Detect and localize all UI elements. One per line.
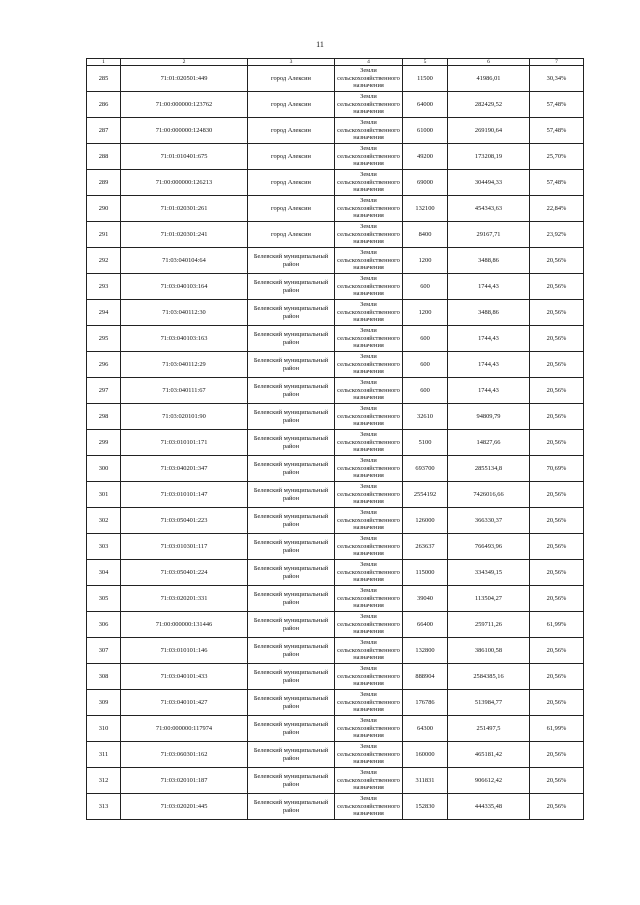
land-category: Земли сельскохозяйственного назначения [335,144,403,170]
cadastral-number: 71:03:060301:162 [121,742,248,768]
cadastral-value: 366330,37 [448,508,530,534]
percentage: 20,56% [530,274,584,300]
plot-area: 176786 [403,690,448,716]
cadastral-value: 766493,96 [448,534,530,560]
plot-area: 126000 [403,508,448,534]
table-row [87,482,584,508]
plot-area: 600 [403,274,448,300]
municipality: Белевский муниципальный район [248,768,335,794]
municipality: Белевский муниципальный район [248,560,335,586]
row-number: 296 [87,352,121,378]
plot-area: 69000 [403,170,448,196]
municipality: Белевский муниципальный район [248,716,335,742]
table-header-row [87,59,584,66]
page-number: 11 [316,40,324,49]
plot-area: 600 [403,326,448,352]
plot-area: 8400 [403,222,448,248]
table-row [87,716,584,742]
land-category: Земли сельскохозяйственного назначения [335,352,403,378]
table-row [87,274,584,300]
plot-area: 64000 [403,92,448,118]
municipality: город Алексин [248,92,335,118]
plot-area: 693700 [403,456,448,482]
plot-area: 66400 [403,612,448,638]
column-header: 4 [335,59,403,66]
row-number: 302 [87,508,121,534]
percentage: 20,56% [530,352,584,378]
cadastral-value: 465181,42 [448,742,530,768]
cadastral-number: 71:03:020101:187 [121,768,248,794]
land-category: Земли сельскохозяйственного назначения [335,404,403,430]
cadastral-value: 1744,43 [448,326,530,352]
table-row [87,456,584,482]
table-row [87,326,584,352]
percentage: 20,56% [530,742,584,768]
plot-area: 32610 [403,404,448,430]
land-category: Земли сельскохозяйственного назначения [335,586,403,612]
municipality: город Алексин [248,66,335,92]
cadastral-value: 3488,86 [448,300,530,326]
municipality: Белевский муниципальный район [248,378,335,404]
land-category: Земли сельскохозяйственного назначения [335,664,403,690]
table-row [87,378,584,404]
cadastral-number: 71:03:020201:331 [121,586,248,612]
table-row [87,248,584,274]
cadastral-number: 71:01:020301:241 [121,222,248,248]
municipality: Белевский муниципальный район [248,352,335,378]
row-number: 313 [87,794,121,820]
row-number: 288 [87,144,121,170]
plot-area: 132800 [403,638,448,664]
table-row [87,508,584,534]
percentage: 57,48% [530,170,584,196]
percentage: 61,99% [530,716,584,742]
plot-area: 49200 [403,144,448,170]
column-header: 6 [448,59,530,66]
row-number: 311 [87,742,121,768]
row-number: 307 [87,638,121,664]
municipality: Белевский муниципальный район [248,482,335,508]
cadastral-value: 906612,42 [448,768,530,794]
land-category: Земли сельскохозяйственного назначения [335,274,403,300]
percentage: 20,56% [530,638,584,664]
column-header: 3 [248,59,335,66]
land-category: Земли сельскохозяйственного назначения [335,118,403,144]
plot-area: 5100 [403,430,448,456]
column-header: 1 [87,59,121,66]
percentage: 20,56% [530,508,584,534]
plot-area: 1200 [403,300,448,326]
cadastral-value: 444335,48 [448,794,530,820]
plot-area: 311831 [403,768,448,794]
cadastral-number: 71:03:040112:29 [121,352,248,378]
table-row [87,690,584,716]
cadastral-number: 71:03:040103:163 [121,326,248,352]
column-header: 2 [121,59,248,66]
land-category: Земли сельскохозяйственного назначения [335,300,403,326]
table-row [87,300,584,326]
land-category: Земли сельскохозяйственного назначения [335,612,403,638]
table-row [87,560,584,586]
cadastral-number: 71:00:000000:123762 [121,92,248,118]
table-row [87,170,584,196]
cadastral-value: 1744,43 [448,378,530,404]
percentage: 20,56% [530,430,584,456]
row-number: 309 [87,690,121,716]
land-plot-table [86,58,584,820]
row-number: 299 [87,430,121,456]
row-number: 285 [87,66,121,92]
land-category: Земли сельскохозяйственного назначения [335,560,403,586]
land-category: Земли сельскохозяйственного назначения [335,378,403,404]
land-category: Земли сельскохозяйственного назначения [335,66,403,92]
column-header: 7 [530,59,584,66]
land-category: Земли сельскохозяйственного назначения [335,248,403,274]
table-row [87,352,584,378]
cadastral-number: 71:03:010101:147 [121,482,248,508]
municipality: город Алексин [248,222,335,248]
row-number: 292 [87,248,121,274]
cadastral-number: 71:03:040101:433 [121,664,248,690]
cadastral-number: 71:03:020101:90 [121,404,248,430]
column-header: 5 [403,59,448,66]
table-row [87,404,584,430]
percentage: 20,56% [530,664,584,690]
percentage: 20,56% [530,300,584,326]
row-number: 312 [87,768,121,794]
table-row [87,638,584,664]
cadastral-value: 173208,19 [448,144,530,170]
percentage: 70,69% [530,456,584,482]
cadastral-number: 71:03:040101:427 [121,690,248,716]
cadastral-value: 2584385,16 [448,664,530,690]
percentage: 61,99% [530,612,584,638]
land-category: Земли сельскохозяйственного назначения [335,690,403,716]
cadastral-value: 113504,27 [448,586,530,612]
percentage: 20,56% [530,404,584,430]
municipality: Белевский муниципальный район [248,664,335,690]
cadastral-number: 71:03:040104:64 [121,248,248,274]
percentage: 22,84% [530,196,584,222]
plot-area: 1200 [403,248,448,274]
table-row [87,92,584,118]
cadastral-value: 41986,01 [448,66,530,92]
municipality: Белевский муниципальный район [248,274,335,300]
row-number: 298 [87,404,121,430]
table-row [87,794,584,820]
cadastral-value: 304494,33 [448,170,530,196]
cadastral-value: 14827,66 [448,430,530,456]
row-number: 301 [87,482,121,508]
land-category: Земли сельскохозяйственного назначения [335,456,403,482]
row-number: 308 [87,664,121,690]
table-row [87,196,584,222]
land-category: Земли сельскохозяйственного назначения [335,196,403,222]
plot-area: 600 [403,378,448,404]
municipality: Белевский муниципальный район [248,612,335,638]
table-row [87,742,584,768]
plot-area: 115000 [403,560,448,586]
table-row [87,144,584,170]
land-category: Земли сельскохозяйственного назначения [335,170,403,196]
plot-area: 152830 [403,794,448,820]
row-number: 295 [87,326,121,352]
cadastral-value: 454343,63 [448,196,530,222]
municipality: Белевский муниципальный район [248,326,335,352]
land-category: Земли сельскохозяйственного назначения [335,508,403,534]
municipality: город Алексин [248,170,335,196]
percentage: 25,70% [530,144,584,170]
municipality: Белевский муниципальный район [248,300,335,326]
cadastral-value: 282429,52 [448,92,530,118]
table-row [87,430,584,456]
plot-area: 600 [403,352,448,378]
percentage: 23,92% [530,222,584,248]
row-number: 306 [87,612,121,638]
land-category: Земли сельскохозяйственного назначения [335,222,403,248]
municipality: Белевский муниципальный район [248,508,335,534]
cadastral-number: 71:00:000000:117974 [121,716,248,742]
plot-area: 132100 [403,196,448,222]
percentage: 57,48% [530,118,584,144]
plot-area: 64300 [403,716,448,742]
municipality: Белевский муниципальный район [248,742,335,768]
municipality: город Алексин [248,118,335,144]
municipality: город Алексин [248,144,335,170]
percentage: 30,34% [530,66,584,92]
land-category: Земли сельскохозяйственного назначения [335,534,403,560]
land-category: Земли сельскохозяйственного назначения [335,742,403,768]
cadastral-value: 3488,86 [448,248,530,274]
land-category: Земли сельскохозяйственного назначения [335,768,403,794]
table-row [87,768,584,794]
cadastral-number: 71:00:000000:124830 [121,118,248,144]
cadastral-value: 1744,43 [448,352,530,378]
cadastral-number: 71:03:040112:30 [121,300,248,326]
percentage: 20,56% [530,794,584,820]
cadastral-value: 513984,77 [448,690,530,716]
row-number: 300 [87,456,121,482]
cadastral-value: 2855134,8 [448,456,530,482]
percentage: 57,48% [530,92,584,118]
cadastral-value: 269190,64 [448,118,530,144]
cadastral-number: 71:03:040103:164 [121,274,248,300]
table-row [87,534,584,560]
percentage: 20,56% [530,482,584,508]
row-number: 289 [87,170,121,196]
percentage: 20,56% [530,248,584,274]
municipality: Белевский муниципальный район [248,456,335,482]
row-number: 304 [87,560,121,586]
cadastral-value: 334349,15 [448,560,530,586]
cadastral-number: 71:03:050401:223 [121,508,248,534]
table-row [87,66,584,92]
table-row [87,664,584,690]
land-category: Земли сельскохозяйственного назначения [335,326,403,352]
cadastral-number: 71:03:010301:117 [121,534,248,560]
municipality: Белевский муниципальный район [248,430,335,456]
municipality: Белевский муниципальный район [248,794,335,820]
table-row [87,222,584,248]
plot-area: 263637 [403,534,448,560]
land-category: Земли сельскохозяйственного назначения [335,716,403,742]
cadastral-value: 386100,58 [448,638,530,664]
land-category: Земли сельскохозяйственного назначения [335,92,403,118]
row-number: 297 [87,378,121,404]
land-category: Земли сельскохозяйственного назначения [335,638,403,664]
cadastral-number: 71:03:010101:171 [121,430,248,456]
row-number: 287 [87,118,121,144]
cadastral-value: 7426016,66 [448,482,530,508]
cadastral-number: 71:00:000000:126213 [121,170,248,196]
cadastral-number: 71:01:020301:261 [121,196,248,222]
municipality: Белевский муниципальный район [248,586,335,612]
plot-area: 2554192 [403,482,448,508]
municipality: Белевский муниципальный район [248,638,335,664]
percentage: 20,56% [530,768,584,794]
cadastral-number: 71:03:040111:67 [121,378,248,404]
cadastral-number: 71:03:010101:146 [121,638,248,664]
cadastral-value: 1744,43 [448,274,530,300]
cadastral-number: 71:03:020201:445 [121,794,248,820]
percentage: 20,56% [530,690,584,716]
cadastral-number: 71:00:000000:131446 [121,612,248,638]
row-number: 290 [87,196,121,222]
row-number: 305 [87,586,121,612]
cadastral-number: 71:01:020501:449 [121,66,248,92]
percentage: 20,56% [530,378,584,404]
percentage: 20,56% [530,586,584,612]
cadastral-value: 259711,26 [448,612,530,638]
cadastral-number: 71:03:050401:224 [121,560,248,586]
land-category: Земли сельскохозяйственного назначения [335,482,403,508]
cadastral-value: 94809,79 [448,404,530,430]
plot-area: 39040 [403,586,448,612]
percentage: 20,56% [530,560,584,586]
plot-area: 11500 [403,66,448,92]
row-number: 293 [87,274,121,300]
row-number: 310 [87,716,121,742]
percentage: 20,56% [530,534,584,560]
municipality: город Алексин [248,196,335,222]
table-row [87,118,584,144]
municipality: Белевский муниципальный район [248,534,335,560]
percentage: 20,56% [530,326,584,352]
land-category: Земли сельскохозяйственного назначения [335,794,403,820]
municipality: Белевский муниципальный район [248,404,335,430]
land-category: Земли сельскохозяйственного назначения [335,430,403,456]
table-row [87,586,584,612]
plot-area: 160000 [403,742,448,768]
cadastral-value: 251497,5 [448,716,530,742]
cadastral-number: 71:03:040201:347 [121,456,248,482]
row-number: 303 [87,534,121,560]
table-row [87,612,584,638]
municipality: Белевский муниципальный район [248,690,335,716]
plot-area: 61000 [403,118,448,144]
row-number: 294 [87,300,121,326]
row-number: 291 [87,222,121,248]
row-number: 286 [87,92,121,118]
plot-area: 888904 [403,664,448,690]
municipality: Белевский муниципальный район [248,248,335,274]
cadastral-number: 71:01:010401:675 [121,144,248,170]
cadastral-value: 29167,71 [448,222,530,248]
